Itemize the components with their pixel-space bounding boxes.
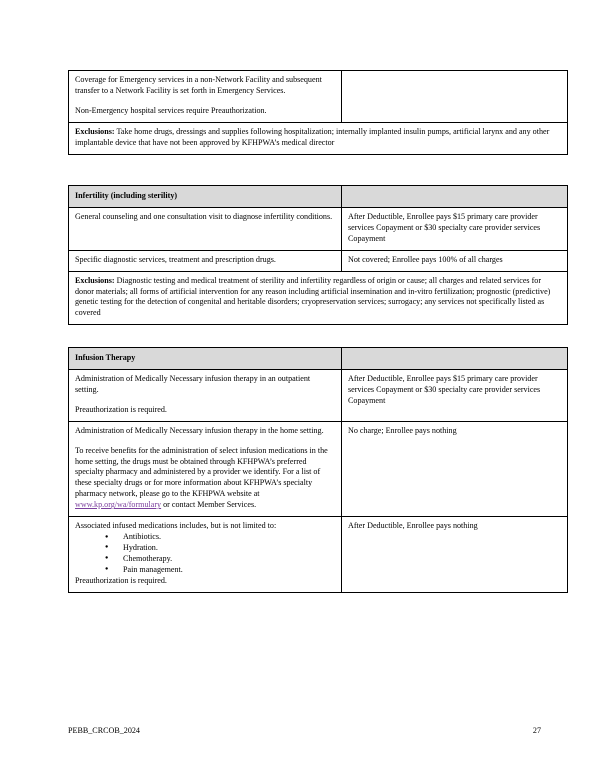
list-item: ● Chemotherapy. xyxy=(105,554,335,565)
table-row xyxy=(69,207,568,250)
list-item: ● Antibiotics. xyxy=(105,532,335,543)
list-item: ● Hydration. xyxy=(105,543,335,554)
benefit-cost-cell xyxy=(342,71,568,123)
benefit-cost-cell: After Deductible, Enrollee pays $15 primary care provider services Copayment or $30 specialty care provider services Copayment xyxy=(342,207,568,250)
table-header-row xyxy=(69,348,568,370)
infusion-therapy-table xyxy=(68,347,568,593)
benefit-paragraph: Administration of Medically Necessary infusion therapy in an outpatient setting. xyxy=(75,373,311,394)
exclusions-label: Exclusions: xyxy=(75,126,115,136)
infertility-table xyxy=(68,185,568,325)
table-row xyxy=(69,71,568,123)
exclusions-text: Diagnostic testing and medical treatment of sterility and infertility regardless of origin or cause; all charges and related services for donor materials; all forms of artificial intervention for any reason including artificial insemination and in-vitro fertilization; prognostic (predictive) genetic testing for the detection of congenital and heritable disorders; cryopreservation services; surrogacy; any services not specifically listed as covered xyxy=(75,275,551,318)
benefit-paragraph: Coverage for Emergency services in a non-Network Facility and subsequent transfer to a Network Facility is set forth in Emergency Services. xyxy=(75,75,322,95)
benefit-description-cell xyxy=(69,71,342,123)
benefit-paragraph: Administration of Medically Necessary infusion therapy in the home setting. xyxy=(75,425,324,435)
section-title: Infusion Therapy xyxy=(69,348,342,370)
benefit-paragraph: General counseling and one consultation visit to diagnose infertility conditions. xyxy=(75,211,333,221)
medication-list xyxy=(75,532,335,576)
exclusions-text: Take home drugs, dressings and supplies following hospitalization; internally implanted insulin pumps, artificial larynx and any other implantable device that have not been approved by KFHPWA’s medical director xyxy=(75,126,550,147)
benefit-cost-cell: After Deductible, Enrollee pays nothing xyxy=(342,517,568,593)
benefit-paragraph: Non-Emergency hospital services require Preauthorization. xyxy=(75,105,267,115)
benefit-description-cell xyxy=(69,421,342,516)
benefit-paragraph: Specific diagnostic services, treatment and prescription drugs. xyxy=(75,254,276,264)
table-row xyxy=(69,517,568,593)
exclusions-row xyxy=(69,271,568,325)
paragraph-text-after: or contact Member Services. xyxy=(161,500,257,510)
table-row xyxy=(69,369,568,421)
specialty-pharmacy-paragraph xyxy=(75,446,335,512)
formulary-link[interactable]: www.kp.org/wa/formulary xyxy=(75,500,162,510)
footer-document-id: PEBB_CRCOB_2024 xyxy=(68,726,140,735)
benefit-cost-cell: Not covered; Enrollee pays 100% of all charges xyxy=(342,250,568,271)
exclusions-label: Exclusions: xyxy=(75,275,115,285)
page-footer xyxy=(68,726,541,735)
benefit-description-cell xyxy=(69,517,342,593)
footer-page-number: 27 xyxy=(532,726,541,735)
exclusions-cell xyxy=(69,122,568,154)
section-title-right xyxy=(342,186,568,208)
benefit-cost-cell: After Deductible, Enrollee pays $15 primary care provider services Copayment or $30 specialty care provider services Copayment xyxy=(342,369,568,421)
exclusions-cell xyxy=(69,271,568,325)
table-row xyxy=(69,250,568,271)
benefit-paragraph: Associated infused medications includes, but is not limited to: xyxy=(75,521,277,531)
benefit-description-cell xyxy=(69,207,342,250)
preauthorization-note: Preauthorization is required. xyxy=(75,575,167,585)
table-header-row xyxy=(69,186,568,208)
emergency-hospital-table xyxy=(68,70,568,155)
benefit-description-cell xyxy=(69,369,342,421)
benefit-paragraph: Preauthorization is required. xyxy=(75,404,167,414)
paragraph-text-before: To receive benefits for the administration of select infusion medications in the home setting, the drugs must be obtained through KFHPWA’s preferred specialty pharmacy and administered by a provider we identify. For a list of these specialty drugs or for more information about KFHPWA’s specialty pharmacy network, please go to the KFHPWA website at xyxy=(75,445,328,499)
section-title: Infertility (including sterility) xyxy=(69,186,342,208)
table-row xyxy=(69,421,568,516)
list-item: ● Pain management. xyxy=(105,565,335,576)
section-title-right xyxy=(342,348,568,370)
benefit-description-cell xyxy=(69,250,342,271)
exclusions-row xyxy=(69,122,568,154)
benefit-cost-cell: No charge; Enrollee pays nothing xyxy=(342,421,568,516)
